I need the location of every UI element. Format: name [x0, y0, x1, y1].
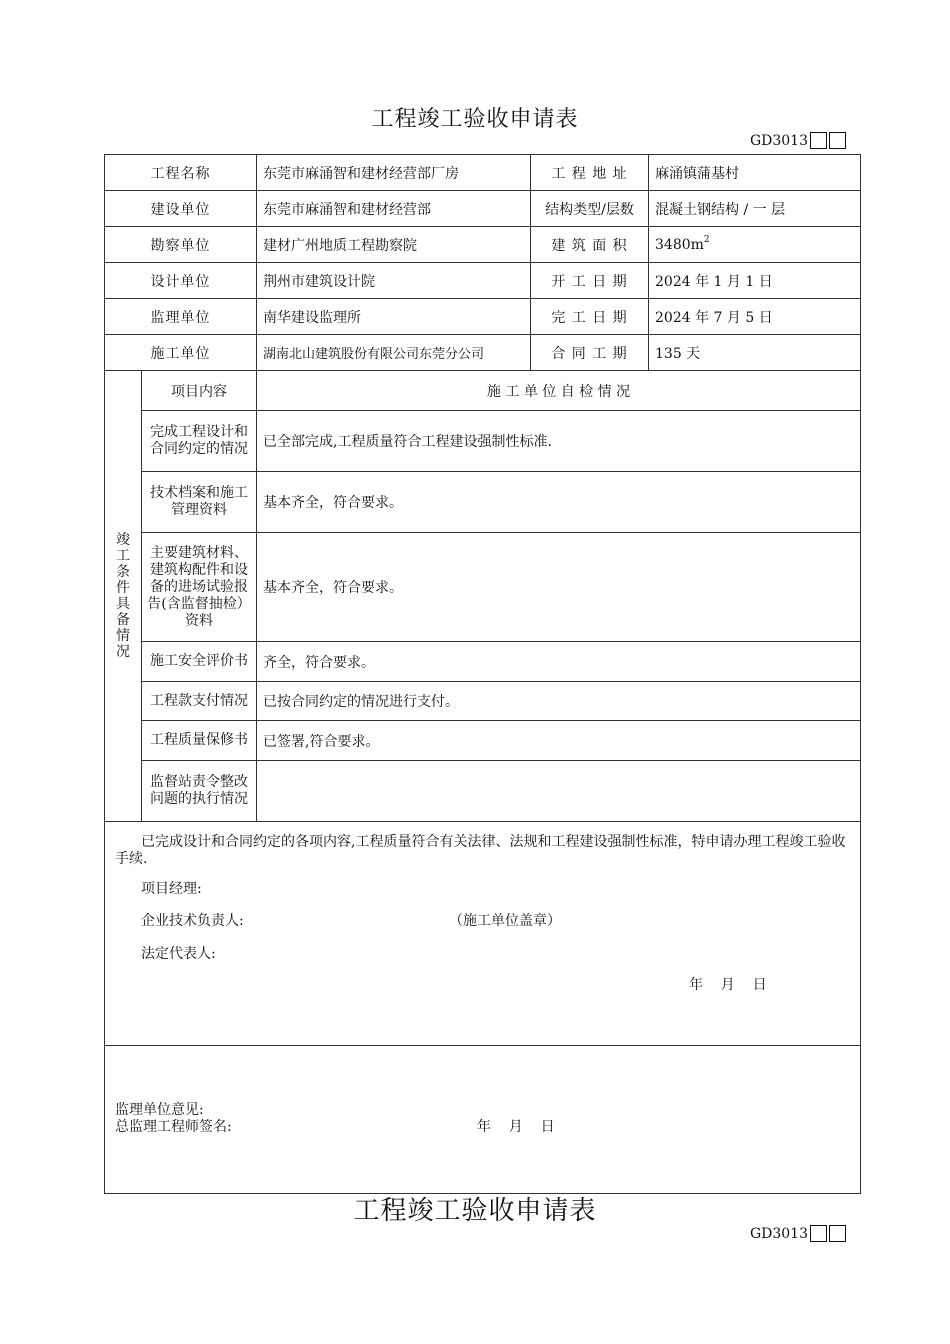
area-unit-superscript: 2 — [703, 234, 710, 245]
project-address-label: 工 程 地 址 — [531, 155, 649, 191]
completion-date-value[interactable]: 2024 年 7 月 5 日 — [649, 299, 861, 335]
check-header: 施 工 单 位 自 检 情 况 — [257, 371, 861, 411]
completion-date-label: 完 工 日 期 — [531, 299, 649, 335]
start-date-value[interactable]: 2024 年 1 月 1 日 — [649, 263, 861, 299]
structure-type-value[interactable]: 混凝土钢结构 / 一 层 — [649, 191, 861, 227]
form-code — [750, 132, 846, 149]
item-row — [105, 761, 861, 822]
code-checkbox[interactable] — [829, 132, 846, 149]
project-name-label: 工程名称 — [105, 155, 257, 191]
item-label: 完成工程设计和合同约定的情况 — [142, 411, 257, 472]
supervision-section[interactable] — [105, 1046, 861, 1194]
survey-unit-label: 勘察单位 — [105, 227, 257, 263]
building-area-label: 建 筑 面 积 — [531, 227, 649, 263]
form-code-text: GD3013 — [749, 132, 808, 149]
item-result[interactable]: 基本齐全，符合要求。 — [257, 533, 861, 642]
item-result[interactable] — [257, 761, 861, 822]
items-header-row — [105, 371, 861, 411]
code-checkbox[interactable] — [829, 1225, 846, 1242]
info-row — [105, 335, 861, 371]
item-row — [105, 721, 861, 761]
item-row — [105, 411, 861, 472]
application-form-table — [104, 154, 861, 1194]
info-row — [105, 155, 861, 191]
item-label: 主要建筑材料、建筑构配件和设备的进场试验报告(含监督抽检）资料 — [142, 533, 257, 642]
item-result[interactable]: 齐全，符合要求。 — [257, 642, 861, 682]
info-row — [105, 191, 861, 227]
item-label: 工程款支付情况 — [142, 682, 257, 721]
item-row — [105, 682, 861, 721]
project-name-value[interactable]: 东莞市麻涌智和建材经营部厂房 — [257, 155, 531, 191]
item-result[interactable]: 已签署,符合要求。 — [257, 721, 861, 761]
info-row — [105, 299, 861, 335]
tech-lead-label: 企业技术负责人: — [141, 913, 244, 929]
item-result[interactable]: 已按合同约定的情况进行支付。 — [257, 682, 861, 721]
item-label: 施工安全评价书 — [142, 642, 257, 682]
info-row — [105, 227, 861, 263]
contract-period-label: 合 同 工 期 — [531, 335, 649, 371]
supervision-opinion-label: 监理单位意见: — [115, 1102, 204, 1118]
item-result[interactable]: 已全部完成,工程质量符合工程建设强制性标准. — [257, 411, 861, 472]
code-checkbox[interactable] — [810, 1225, 827, 1242]
design-unit-value[interactable]: 荆州市建筑设计院 — [257, 263, 531, 299]
supervision-date: 年 月 日 — [477, 1119, 555, 1135]
tech-lead-line — [115, 913, 850, 930]
company-stamp-note: （施工单位盖章） — [449, 913, 561, 929]
supervisor-signature-line — [115, 1119, 850, 1136]
application-section[interactable] — [105, 822, 861, 1046]
info-row — [105, 263, 861, 299]
start-date-label: 开 工 日 期 — [531, 263, 649, 299]
application-row — [105, 822, 861, 1046]
item-row — [105, 472, 861, 533]
form-code-repeat — [750, 1225, 846, 1242]
legal-rep-line: 法定代表人: — [141, 946, 216, 962]
supervision-unit-label: 监理单位 — [105, 299, 257, 335]
item-row — [105, 533, 861, 642]
item-header: 项目内容 — [142, 371, 257, 411]
owner-unit-label: 建设单位 — [105, 191, 257, 227]
application-text: 已完成设计和合同约定的各项内容,工程质量符合有关法律、法规和工程建设强制性标准，特申请办理工程竣工验收手续. — [115, 834, 846, 867]
contract-period-value[interactable]: 135 天 — [649, 335, 861, 371]
design-unit-label: 设计单位 — [105, 263, 257, 299]
form-code-text: GD3013 — [749, 1225, 808, 1242]
supervision-unit-value[interactable]: 南华建设监理所 — [257, 299, 531, 335]
application-date: 年 月 日 — [689, 977, 767, 993]
item-label: 技术档案和施工管理资料 — [142, 472, 257, 533]
section-label: 竣工条件具备情况 — [105, 371, 142, 822]
structure-type-label: 结构类型/层数 — [531, 191, 649, 227]
construction-unit-value[interactable]: 湖南北山建筑股份有限公司东莞分公司 — [257, 335, 531, 371]
supervision-row — [105, 1046, 861, 1194]
code-checkbox[interactable] — [810, 132, 827, 149]
building-area-value[interactable] — [649, 227, 861, 263]
project-manager-line: 项目经理: — [141, 881, 202, 897]
item-result[interactable]: 基本齐全，符合要求。 — [257, 472, 861, 533]
survey-unit-value[interactable]: 建材广州地质工程勘察院 — [257, 227, 531, 263]
building-area-number: 3480m — [655, 236, 704, 253]
item-row — [105, 642, 861, 682]
construction-unit-label: 施工单位 — [105, 335, 257, 371]
project-address-value[interactable]: 麻涌镇蒲基村 — [649, 155, 861, 191]
form-title: 工程竣工验收申请表 — [371, 107, 579, 132]
item-label: 监督站责令整改问题的执行情况 — [142, 761, 257, 822]
owner-unit-value[interactable]: 东莞市麻涌智和建材经营部 — [257, 191, 531, 227]
item-label: 工程质量保修书 — [142, 721, 257, 761]
form-title-repeat: 工程竣工验收申请表 — [353, 1196, 597, 1226]
supervisor-signature-label: 总监理工程师签名: — [115, 1119, 232, 1135]
